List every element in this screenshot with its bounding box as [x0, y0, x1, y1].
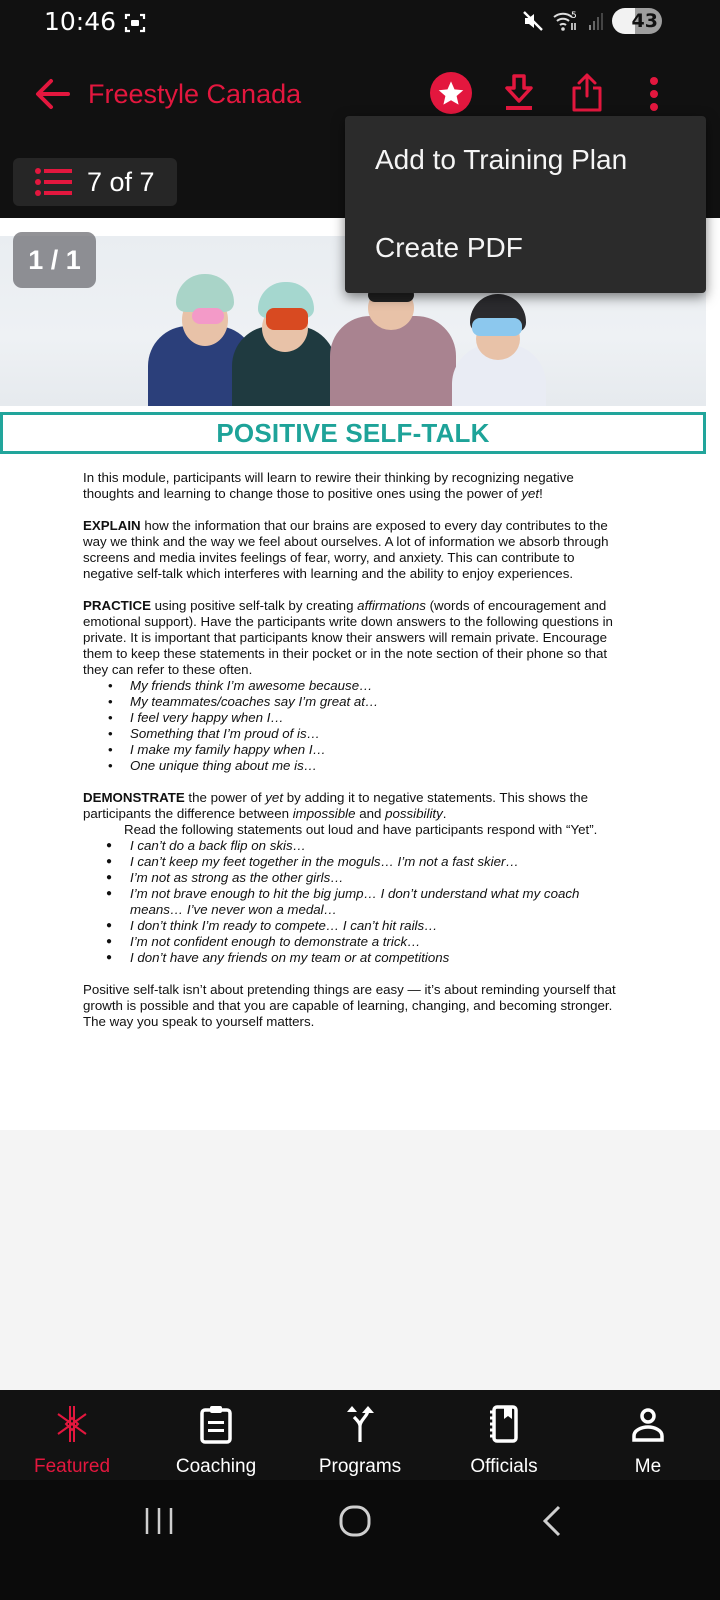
star-icon	[437, 79, 465, 107]
fork-arrows-icon	[340, 1404, 380, 1444]
nav-label: Programs	[318, 1456, 402, 1477]
viewer-background	[0, 1130, 720, 1390]
list-item: ● I don’t have any friends on my team or at competitions	[83, 950, 628, 966]
wifi-icon	[552, 10, 580, 32]
bottom-navigation	[0, 1390, 720, 1480]
back-arrow-icon[interactable]	[34, 78, 70, 110]
section-counter: 7 of 7	[87, 166, 155, 197]
skier-figure	[232, 274, 336, 406]
demonstrate-list	[83, 838, 628, 966]
document-title-box	[0, 412, 706, 454]
list-item: • I make my family happy when I…	[83, 742, 628, 758]
list-item: • One unique thing about me is…	[83, 758, 628, 774]
featured-snowflake-icon	[52, 1404, 92, 1444]
status-time: 10:46	[44, 7, 117, 36]
screen-capture-icon	[124, 12, 146, 34]
person-icon	[628, 1404, 668, 1444]
list-item: ● I don’t think I’m ready to compete… I can’t hit rails…	[83, 918, 628, 934]
nav-label: Me	[634, 1456, 662, 1477]
back-nav-icon[interactable]	[540, 1504, 564, 1538]
status-bar	[0, 0, 720, 50]
intro-paragraph: In this module, participants will learn to rewire their thinking by recognizing negative thoughts and learning to change those to positive ones using the power of yet!	[83, 470, 574, 501]
status-icons	[522, 8, 662, 34]
list-item: • My teammates/coaches say I’m great at…	[83, 694, 628, 710]
list-item: ● I’m not confident enough to demonstrate a trick…	[83, 934, 628, 950]
app-title: Freestyle Canada	[88, 79, 302, 109]
explain-paragraph: EXPLAIN how the information that our brains are exposed to every day contributes to the way we think and the way we feel about ourselves. A lot of information we absorb through screens and media invites feelings of fear, worry, and anxiety. This can contribute to negative self-talk which interferes with learning and the ability to enjoy experiences.	[83, 518, 609, 581]
nav-item-featured[interactable]	[0, 1390, 144, 1480]
skier-figure	[452, 288, 546, 406]
list-item: ● I can’t keep my feet together in the moguls… I’m not a fast skier…	[83, 854, 628, 870]
notebook-icon	[484, 1404, 524, 1444]
nav-label: Featured	[33, 1456, 111, 1477]
share-icon[interactable]	[570, 72, 604, 112]
document-page[interactable]	[0, 218, 720, 1130]
system-navigation-bar	[0, 1480, 720, 1600]
list-item: • My friends think I’m awesome because…	[83, 678, 628, 694]
download-icon[interactable]	[503, 74, 535, 112]
list-item: ● I can’t do a back flip on skis…	[83, 838, 628, 854]
table-of-contents-button[interactable]	[13, 158, 177, 206]
recents-icon[interactable]	[144, 1504, 174, 1538]
document-title: POSITIVE SELF-TALK	[216, 417, 490, 448]
document-body	[83, 470, 628, 1046]
practice-paragraph: PRACTICE using positive self-talk by creating affirmations (words of encouragement and emotional support). Have the participants write down answers to the following questions in private. It is important that participants know their answers will remain private. Encourage them to keep these statements in their pocket or in the note section of their phone so that they can refer to these often.	[83, 598, 613, 677]
demonstrate-instruction: Read the following statements out loud and have participants respond with “Yet”.	[124, 822, 598, 837]
list-item: ● I’m not as strong as the other girls…	[83, 870, 628, 886]
battery-indicator	[612, 8, 662, 34]
menu-item-add-to-training-plan[interactable]: Add to Training Plan	[375, 144, 628, 175]
menu-item-create-pdf[interactable]: Create PDF	[375, 232, 523, 263]
favorite-button[interactable]	[430, 72, 472, 114]
list-item: • I feel very happy when I…	[83, 710, 628, 726]
mute-icon	[522, 10, 544, 32]
more-vert-icon[interactable]	[645, 76, 663, 112]
skier-figure	[330, 286, 456, 406]
nav-item-me[interactable]	[576, 1390, 720, 1480]
page-indicator: 1 / 1	[13, 232, 96, 288]
nav-item-coaching[interactable]	[144, 1390, 288, 1480]
battery-level: 43	[631, 10, 658, 32]
overflow-menu	[345, 116, 706, 293]
clipboard-icon	[196, 1404, 236, 1444]
practice-list	[83, 678, 628, 774]
nav-label: Coaching	[175, 1456, 257, 1477]
list-item: • Something that I’m proud of is…	[83, 726, 628, 742]
list-icon	[35, 167, 73, 197]
home-icon[interactable]	[338, 1504, 372, 1538]
closing-paragraph: Positive self-talk isn’t about pretending things are easy — it’s about reminding yourself that growth is possible and that you are capable of learning, changing, and becoming stronger. The way you speak to yourself matters.	[83, 982, 616, 1029]
svg-text:5: 5	[571, 11, 577, 21]
demonstrate-paragraph: DEMONSTRATE the power of yet by adding it to negative statements. This shows the participants the difference between impossible and possibility.	[83, 790, 589, 821]
nav-item-officials[interactable]	[432, 1390, 576, 1480]
list-item: ● I’m not brave enough to hit the big jump… I don’t understand what my coach means… I’ve never won a medal…	[83, 886, 628, 918]
nav-label: Officials	[470, 1456, 538, 1477]
signal-icon	[588, 11, 604, 31]
nav-item-programs[interactable]	[288, 1390, 432, 1480]
